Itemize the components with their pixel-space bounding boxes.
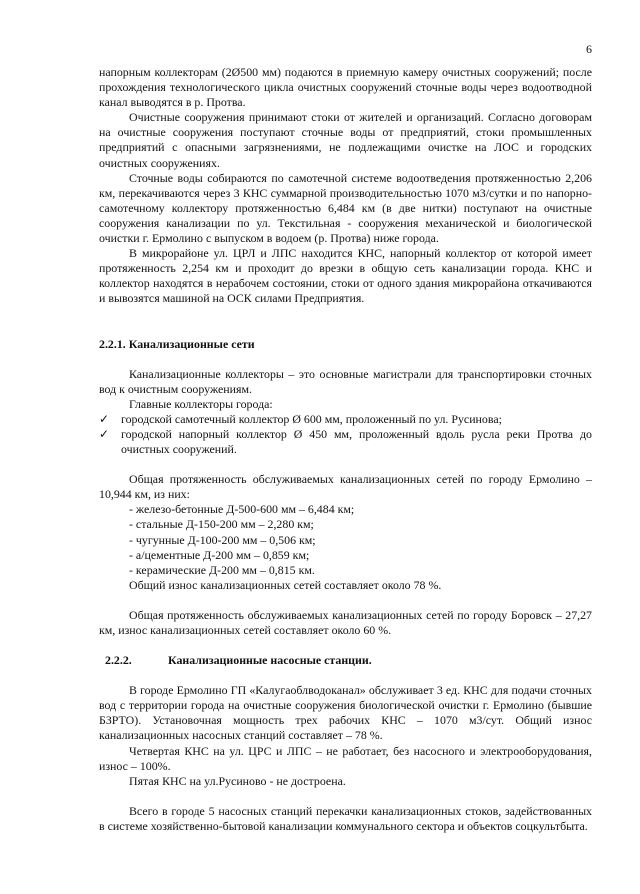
paragraph-microdistrict: В микрорайоне ул. ЦРЛ и ЛПС находится КНС, напорный коллектор от которой имеет протяженность 2,254 км и проходит до врезки в общую сеть канализации города. КНС и коллектор находятся в нерабочем состоянии, стоки от одного здания микрорайона откачиваются и вывозятся машиной на ОСК силами Предприятия. — [99, 246, 592, 306]
list-item — [99, 412, 592, 427]
list-item: - стальные Д-150-200 мм – 2,280 км; — [129, 517, 314, 532]
paragraph-kns-overview: В городе Ермолино ГП «Калугаоблводоканал» обслуживает 3 ед. КНС для подачи сточных вод с территории города на очистные сооружения биологической очистки г. Ермолино (бывшие БЗРТО). Установочная мощность трех рабочих КНС – 1070 м3/сут. Общий износ канализационных насосных станций составляет – 78 %. — [99, 683, 592, 743]
paragraph-main-collectors: Главные коллекторы города: — [129, 396, 273, 411]
paragraph-intake: напорным коллекторам (2Ø500 мм) подаются в приемную камеру очистных сооружений; после прохождения технологического цикла очистных сооружений сточные воды через водоотводной канал выводятся в р. Протва. — [99, 65, 592, 110]
section-number: 2.2.1. — [99, 336, 126, 351]
list-item — [99, 427, 592, 457]
checkmark-icon: ✓ — [99, 426, 109, 441]
pipe-material-list — [99, 502, 592, 577]
paragraph-total-stations: Всего в городе 5 насосных станций перекачки канализационных стоков, задействованных в системе хозяйственно-бытовой канализации коммунального сектора и объектов соцкультбыта. — [99, 803, 592, 833]
paragraph-ermolino-wear: Общий износ канализационных сетей составляет около 78 %. — [129, 577, 442, 592]
list-item: - керамические Д-200 мм – 0,815 км. — [129, 562, 315, 577]
paragraph-collectors-definition: Канализационные коллекторы – это основные магистрали для транспортировки сточных вод к очистным сооружениям. — [99, 366, 592, 396]
paragraph-fifth-kns: Пятая КНС на ул.Русиново - не достроена. — [129, 773, 346, 788]
paragraph-collection: Сточные воды собираются по самотечной системе водоотведения протяженностью 2,206 км, перекачиваются через 3 КНС суммарной производительностью 1070 м3/сутки и по напорно-самотечному коллектору протяженностью 6,484 км (в две нитки) поступают на очистные сооружения канализации по ул. Текстильная - сооружения механической и биологической очистки г. Ермолино с выпуском в водоем (р. Протва) ниже города. — [99, 170, 592, 246]
paragraph-fourth-kns: Четвертая КНС на ул. ЦРС и ЛПС – не работает, без насосного и электрооборудования, износ – 100%. — [99, 743, 592, 773]
collector-list — [99, 412, 592, 457]
paragraph-borovsk: Общая протяженность обслуживаемых канализационных сетей по городу Боровск – 27,27 км, износ канализационных сетей составляет около 60 %. — [99, 607, 592, 637]
section-heading-pumping-stations — [99, 653, 592, 668]
list-item-text: городской напорный коллектор Ø 450 мм, проложенный вдоль русла реки Протва до очистных сооружений. — [121, 426, 592, 457]
section-title: Канализационные сети — [128, 336, 255, 351]
list-item-text: городской самотечный коллектор Ø 600 мм, проложенный по ул. Русинова; — [121, 411, 502, 426]
section-title: Канализационные насосные станции. — [167, 653, 372, 668]
checkmark-icon: ✓ — [99, 411, 109, 426]
list-item: - чугунные Д-100-200 мм – 0,506 км; — [129, 532, 316, 547]
page-body — [99, 65, 592, 834]
list-item: - железо-бетонные Д-500-600 мм – 6,484 км; — [129, 502, 355, 517]
section-number: 2.2.2. — [105, 653, 132, 668]
paragraph-ermolino-length: Общая протяженность обслуживаемых канализационных сетей по городу Ермолино – 10,944 км, из них: — [99, 472, 592, 502]
section-heading-sewer-networks — [99, 337, 592, 352]
paragraph-treatment: Очистные сооружения принимают стоки от жителей и организаций. Согласно договорам на очистные сооружения поступают сточные воды от предприятий, стоки промышленных предприятий с опасными загрязнениями, не подлежащими очистке на ЛОС и городских очистных сооружениях. — [99, 110, 592, 170]
list-item: - а/цементные Д-200 мм – 0,859 км; — [129, 547, 310, 562]
page-number: 6 — [586, 42, 592, 56]
